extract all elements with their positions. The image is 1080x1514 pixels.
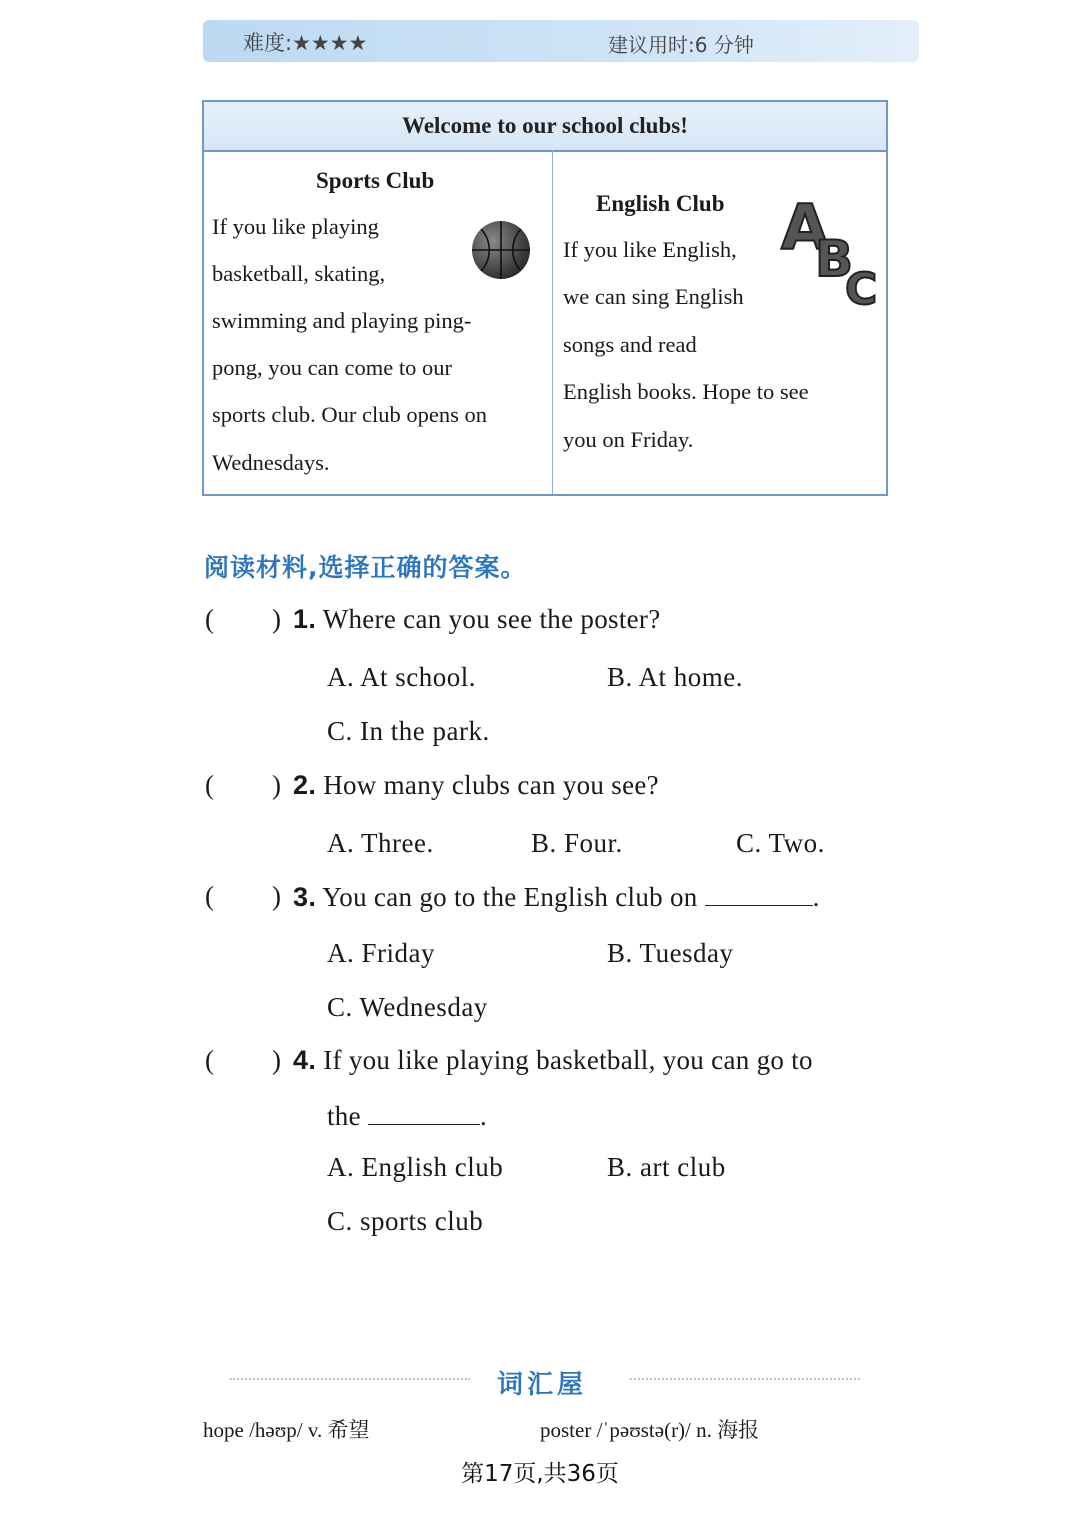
sports-club-line: basketball, skating, — [212, 261, 386, 286]
answer-paren-close: ) — [272, 604, 281, 634]
letter-c: C — [845, 264, 878, 312]
suggested-time-label: 建议用时:6 分钟 — [608, 33, 754, 57]
header-bar — [203, 20, 919, 62]
option-a: A. English club — [327, 1152, 504, 1182]
poster-title: Welcome to our school clubs! — [204, 102, 886, 152]
vocab-divider-right — [630, 1378, 860, 1380]
option-a: A. At school. — [327, 662, 477, 692]
abc-letters-icon — [779, 194, 889, 312]
option-c: C. In the park. — [327, 716, 490, 746]
question-2 — [293, 770, 659, 801]
english-club-line: If you like English, — [563, 237, 737, 262]
option-c: C. sports club — [327, 1206, 484, 1236]
sports-club-line: If you like playing — [212, 214, 379, 239]
sports-club-line: swimming and playing ping- — [212, 308, 472, 333]
sports-club-line: pong, you can come to our — [212, 355, 452, 380]
answer-paren-open: ( — [205, 770, 214, 800]
poster-column-divider — [552, 150, 553, 494]
club-poster — [202, 100, 888, 496]
option-a: A. Three. — [327, 828, 434, 858]
english-club-line: songs and read — [563, 332, 697, 357]
vocab-entry-hope: hope /həʊp/ v. 希望 — [203, 1418, 370, 1442]
letter-a: A — [781, 194, 829, 264]
option-c: C. Wednesday — [327, 992, 488, 1022]
question-text: If you like playing basketball, you can go to — [323, 1045, 813, 1075]
fill-in-blank — [368, 1100, 480, 1125]
answer-paren-open: ( — [205, 1045, 214, 1075]
option-c: C. Two. — [736, 828, 825, 858]
english-club-line: English books. Hope to see — [563, 379, 809, 404]
answer-paren-open: ( — [205, 604, 214, 634]
question-number: 2. — [293, 770, 317, 800]
page-indicator: 第17页,共36页 — [461, 1461, 619, 1487]
english-club-line: we can sing English — [563, 284, 744, 309]
sports-club-line: sports club. Our club opens on — [212, 402, 487, 427]
question-text: You can go to the English club on — [322, 882, 698, 912]
fill-in-blank — [705, 881, 813, 906]
question-period: . — [812, 882, 820, 912]
option-b: B. Four. — [531, 828, 623, 858]
answer-paren-open: ( — [205, 881, 214, 911]
letter-b: B — [815, 230, 854, 288]
english-club-title: English Club — [596, 191, 725, 216]
question-text: Where can you see the poster? — [322, 604, 661, 634]
question-period: . — [479, 1101, 488, 1131]
option-b: B. art club — [607, 1152, 726, 1182]
basketball-icon — [470, 219, 532, 281]
vocab-divider-left — [230, 1378, 470, 1380]
question-number: 3. — [293, 882, 317, 912]
question-4-continued — [327, 1100, 487, 1132]
vocab-entry-poster: poster /ˈpəʊstə(r)/ n. 海报 — [540, 1418, 760, 1442]
question-number: 4. — [293, 1045, 317, 1075]
question-4 — [293, 1045, 813, 1076]
sports-club-title: Sports Club — [316, 168, 435, 193]
option-b: B. At home. — [607, 662, 744, 692]
difficulty-label: 难度:★★★★ — [243, 31, 368, 55]
english-club-line: you on Friday. — [563, 427, 694, 452]
answer-paren-close: ) — [272, 770, 281, 800]
question-1 — [293, 604, 660, 635]
question-3 — [293, 881, 820, 913]
question-number: 1. — [293, 604, 317, 634]
instruction-heading: 阅读材料,选择正确的答案。 — [204, 553, 527, 582]
option-a: A. Friday — [327, 938, 435, 968]
option-b: B. Tuesday — [607, 938, 734, 968]
question-text: How many clubs can you see? — [323, 770, 659, 800]
answer-paren-close: ) — [272, 881, 281, 911]
answer-paren-close: ) — [272, 1045, 281, 1075]
sports-club-line: Wednesdays. — [212, 450, 330, 475]
vocab-title: 词汇屋 — [497, 1370, 588, 1400]
question-text: the — [327, 1101, 361, 1131]
